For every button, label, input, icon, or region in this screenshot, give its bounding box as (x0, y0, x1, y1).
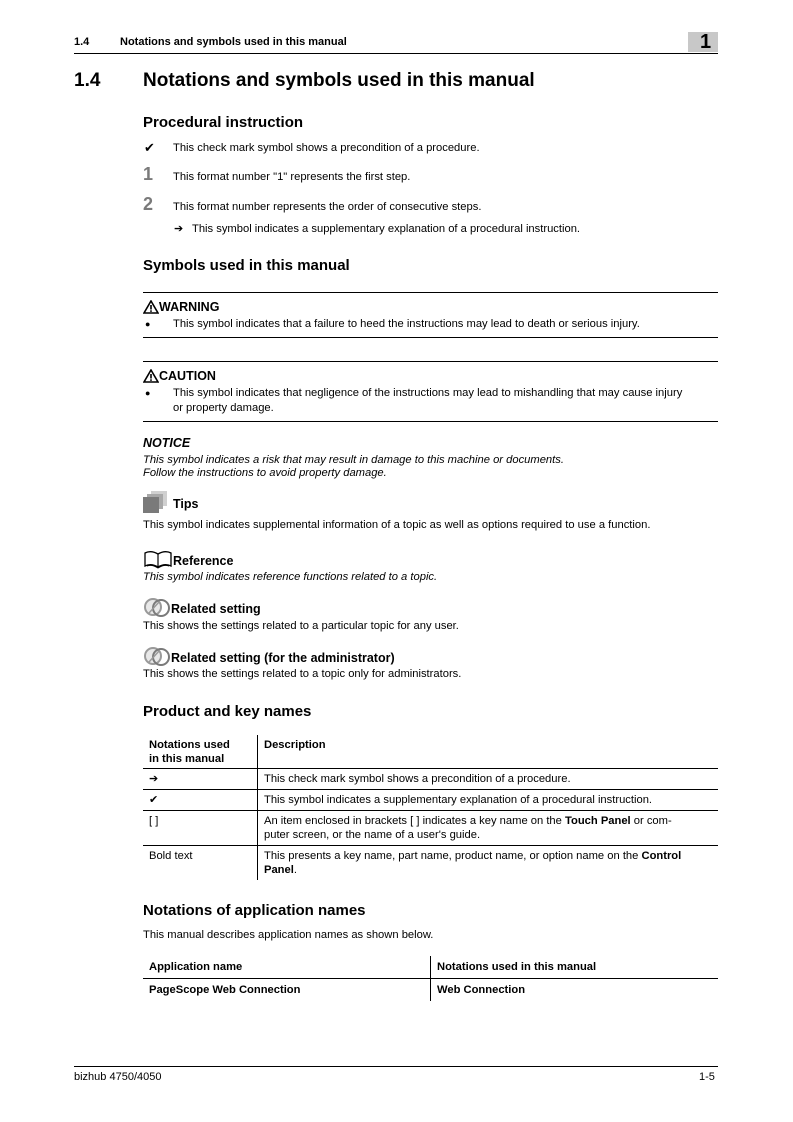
table-cell-description: This symbol indicates a supplementary explanation of a procedural instruction. (258, 790, 719, 811)
reference-label: Reference (173, 554, 234, 568)
related-setting-text: This shows the settings related to a particular topic for any user. (143, 620, 459, 632)
desc-bold-text: Touch Panel (564, 815, 631, 827)
desc-text: . (293, 864, 297, 876)
key-names-table (143, 735, 718, 880)
desc-text: An item enclosed in brackets [ ] indicates a key name on the (264, 815, 565, 827)
app-names-table (143, 956, 718, 1001)
header-section-number: 1.4 (74, 36, 90, 48)
caution-triangle-icon (143, 369, 159, 383)
warning-triangle-icon (143, 300, 159, 314)
procedural-heading: Procedural instruction (143, 114, 304, 131)
warning-heading (143, 300, 219, 314)
warning-text: This symbol indicates that a failure to heed the instructions may lead to death or serious injury. (173, 318, 640, 330)
related-setting-admin-icon (143, 645, 172, 667)
table-cell-notation: ➔ (143, 769, 258, 790)
step1-text: This format number "1" represents the first step. (173, 171, 411, 183)
warning-top-rule (143, 292, 718, 293)
notice-heading: NOTICE (143, 436, 191, 450)
related-setting-heading (143, 596, 261, 618)
table-header-row (143, 956, 718, 979)
table-cell-notation: Web Connection (437, 984, 526, 996)
desc-bold-text: Panel (264, 864, 294, 876)
notice-text-line1: This symbol indicates a risk that may result in damage to this machine or documents. (143, 454, 564, 466)
caution-top-rule (143, 361, 718, 362)
table-header-app: Application name (143, 956, 431, 979)
table-row (143, 790, 718, 811)
table-header-description: Description (258, 735, 719, 769)
arrow-icon: ➔ (174, 223, 184, 235)
arrow-text: This symbol indicates a supplementary explanation of a procedural instruction. (192, 223, 581, 235)
table-row (143, 979, 718, 1002)
table-header-row (143, 735, 718, 769)
warning-bullet: ● (145, 319, 151, 329)
notice-text-line2: Follow the instructions to avoid property damage. (143, 467, 387, 479)
table-cell-notation: ✔ (143, 790, 258, 811)
page-title: Notations and symbols used in this manual (143, 70, 535, 91)
table-cell-notation: Bold text (143, 846, 258, 881)
book-icon (143, 549, 173, 569)
tips-text: This symbol indicates supplemental information of a topic as well as options required to use a function. (143, 519, 651, 531)
related-setting-label: Related setting (171, 601, 261, 616)
table-header-notation: Notations used in this manual (431, 956, 719, 979)
caution-text-line2: or property damage. (173, 402, 274, 414)
tips-icon (143, 490, 173, 514)
related-setting-admin-heading (143, 645, 395, 667)
step-number-1: 1 (143, 164, 154, 184)
footer-divider (74, 1066, 718, 1067)
step2-text: This format number represents the order of consecutive steps. (173, 201, 482, 213)
table-row (143, 846, 718, 881)
table-row (143, 811, 718, 846)
table-cell-description (258, 846, 719, 881)
related-setting-admin-text: This shows the settings related to a topic only for administrators. (143, 668, 462, 680)
header-divider (74, 53, 718, 54)
warning-label: WARNING (159, 300, 220, 314)
header-section-title: Notations and symbols used in this manual (120, 36, 347, 48)
chapter-number: 1 (700, 31, 712, 53)
app-names-heading: Notations of application names (143, 902, 366, 919)
table-cell-app: PageScope Web Connection (143, 979, 431, 1002)
warning-bottom-rule (143, 337, 718, 338)
reference-heading (143, 549, 233, 569)
check-mark-icon: ✔ (144, 140, 155, 155)
header-notation-line1: Notations used (149, 739, 230, 751)
tips-heading (143, 490, 198, 514)
check-text: This check mark symbol shows a precondition of a procedure. (173, 142, 480, 154)
related-setting-icon (143, 596, 172, 618)
desc-bold-text: Control (641, 850, 682, 862)
product-names-heading: Product and key names (143, 703, 312, 720)
table-cell-notation: [ ] (143, 811, 258, 846)
caution-heading (143, 369, 216, 383)
header-notation-line2: in this manual (149, 753, 225, 765)
symbols-heading: Symbols used in this manual (143, 257, 350, 274)
reference-text: This symbol indicates reference functions related to a topic. (143, 571, 438, 583)
caution-text-line1: This symbol indicates that negligence of the instructions may lead to mishandling that may cause injury (173, 387, 683, 399)
tips-label: Tips (173, 497, 199, 511)
caution-bullet: ● (145, 388, 151, 398)
caution-bottom-rule (143, 421, 718, 422)
table-cell-description (258, 811, 719, 846)
footer-model: bizhub 4750/4050 (74, 1071, 162, 1083)
caution-label: CAUTION (159, 369, 216, 383)
table-header-notation (143, 735, 258, 769)
app-names-intro: This manual describes application names as shown below. (143, 929, 434, 941)
footer-page-number: 1-5 (699, 1071, 715, 1083)
desc-text: or com- (630, 815, 672, 827)
page-title-number: 1.4 (74, 70, 101, 91)
related-setting-admin-label: Related setting (for the administrator) (171, 650, 395, 665)
desc-text: puter screen, or the name of a user's guide. (264, 829, 481, 841)
table-row (143, 769, 718, 790)
desc-text: This presents a key name, part name, product name, or option name on the (264, 850, 642, 862)
table-cell-description: This check mark symbol shows a precondition of a procedure. (258, 769, 719, 790)
step-number-2: 2 (143, 194, 154, 214)
